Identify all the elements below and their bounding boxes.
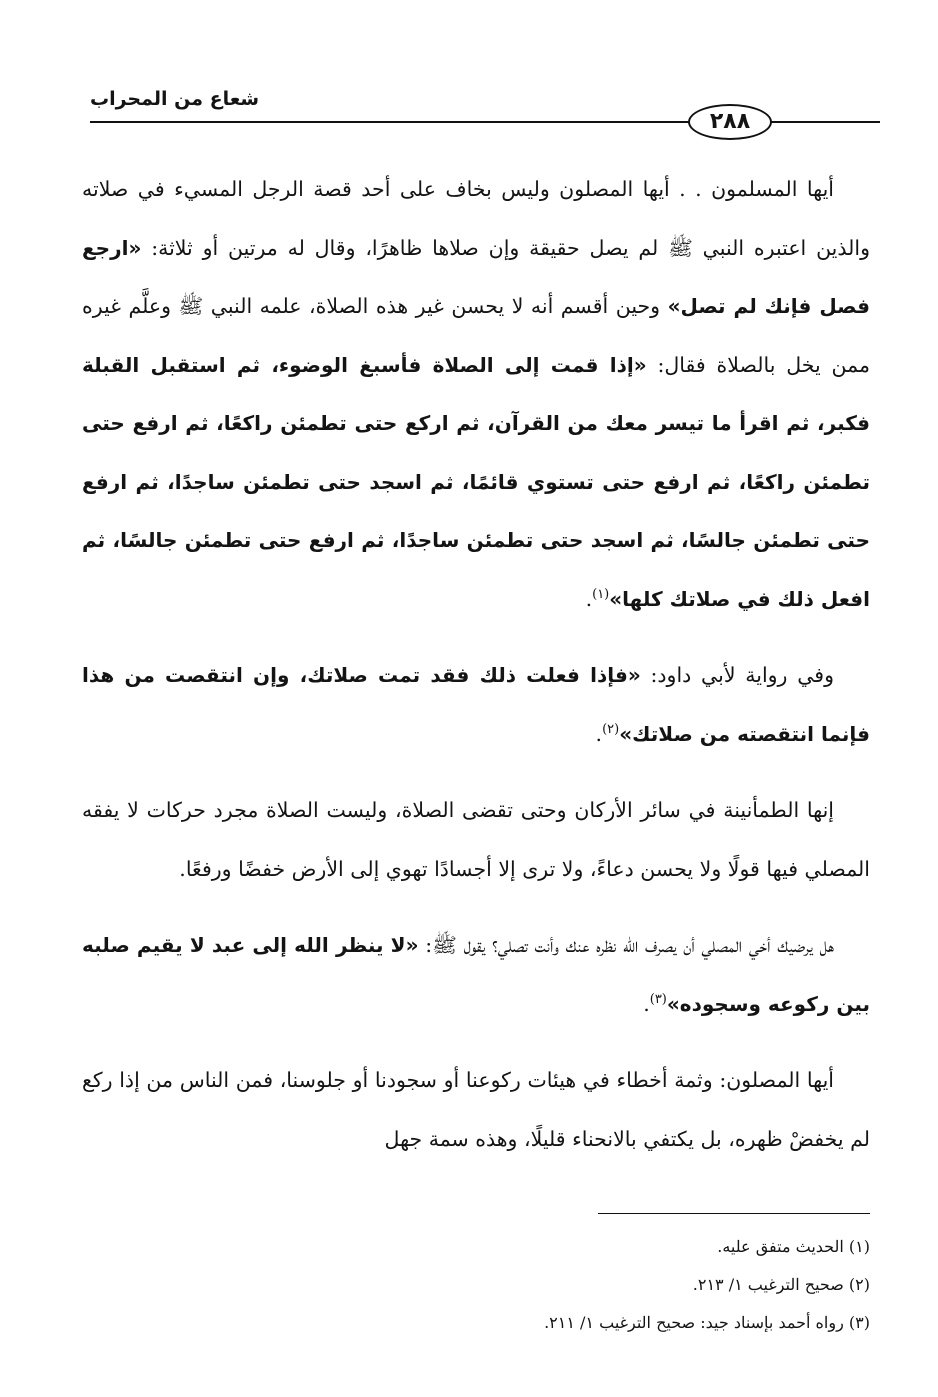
page-number-badge: ٢٨٨ [688, 104, 772, 140]
p4-end: . [643, 991, 650, 1016]
p2-quote-1: «فإذا فعلت ذلك فقد تمت صلاتك، وإن انتقصت من هذا فإنما انتقصته من صلاتك» [82, 663, 870, 746]
paragraph-2 [82, 646, 870, 763]
p1-end: . [585, 586, 593, 611]
p1-quote-2: «إذا قمت إلى الصلاة فأسبغ الوضوء، ثم استقبل القبلة فكبر، ثم اقرأ ما تيسر معك من القرآن، ثم اركع حتى تطمئن راكعًا، ثم ارفع حتى تطمئن راكعًا، ثم ارفع حتى تستوي قائمًا، ثم اسجد حتى تطمئن ساجدًا، ثم ارفع حتى تطمئن جالسًا، ثم اسجد حتى تطمئن ساجدًا، ثم ارفع حتى تطمئن جالسًا، ثم افعل ذلك في صلاتك كلها» [82, 352, 870, 611]
p4-quote-1: «لا ينظر الله إلى عبد لا يقيم صلبه بين ركوعه وسجوده» [82, 933, 870, 1016]
p1-quote-1: «ارجع فصل فإنك لم تصل» [82, 235, 870, 318]
paragraph-3: إنها الطمأنينة في سائر الأركان وحتى تقضى الصلاة، وليست الصلاة مجرد حركات لا يفقه المصلي فيها قولًا ولا يحسن دعاءً، ولا ترى إلا أجسادًا تهوي إلى الأرض خفضًا ورفعًا. [82, 798, 870, 881]
footnote-ref-2: (٢) [602, 721, 620, 737]
footnote-1: (١) الحديث متفق عليه. [717, 1237, 870, 1256]
p2-end: . [595, 721, 603, 746]
p1-text-1: أيها المسلمون . . أيها المصلون وليس بخاف على أحد قصة الرجل المسيء في صلاته والذين اعتبره النبي ﷺ لم يصل حقيقة وإن صلاها ظاهرًا، وقال له مرتين أو ثلاثة: [82, 177, 870, 260]
paragraph-4 [82, 916, 870, 1033]
paragraph-5: أيها المصلون: وثمة أخطاء في هيئات ركوعنا أو سجودنا أو جلوسنا، فمن الناس من إذا ركع لم يخفضْ ظهره، بل يكتفي بالانحناء قليلًا، وهذه سمة جهل [82, 1068, 870, 1151]
p2-text-1: وفي رواية لأبي داود: [640, 663, 834, 687]
p1-text-2: وحين أقسم أنه لا يحسن غير هذه الصلاة، علمه النبي ﷺ وعلَّم غيره ممن يخل بالصلاة فقال: [82, 294, 870, 377]
footnote-rule [598, 1213, 870, 1214]
p4-text-1: هل يرضيك أخي المصلي أن يصرف الله نظره عنك وأنت تصلي؟ يقول ﷺ: [418, 933, 834, 957]
paragraph-1 [82, 160, 870, 628]
footnote-3: (٣) رواه أحمد بإسناد جيد: صحيح الترغيب ١/ ٢١١. [544, 1313, 870, 1332]
body-text [82, 160, 870, 1184]
footnote-2: (٢) صحيح الترغيب ١/ ٢١٣. [692, 1275, 870, 1294]
footnote-ref-1: (١) [592, 586, 610, 602]
footnote-ref-3: (٣) [649, 991, 667, 1007]
footnotes [82, 1228, 870, 1342]
running-title: شعاع من المحراب [90, 88, 260, 110]
